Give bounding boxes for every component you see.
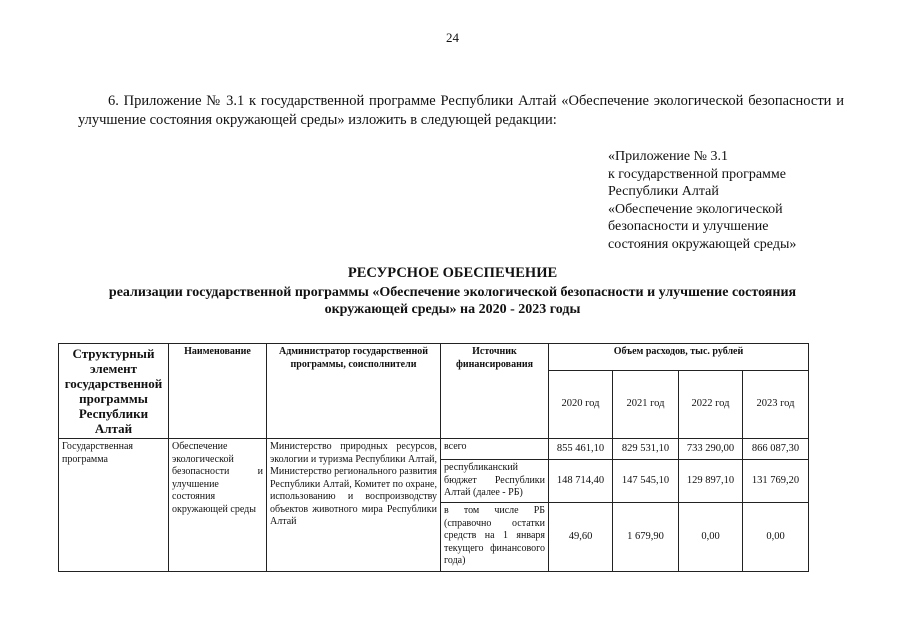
heading-line: окружающей среды» на 2020 - 2023 годы: [324, 302, 581, 317]
cell-value: 148 714,40: [549, 460, 613, 503]
appendix-line: к государственной программе: [608, 166, 786, 182]
header-source: Источник финансирования: [441, 344, 549, 439]
cell-value: 147 545,10: [613, 460, 679, 503]
page-number: 24: [446, 30, 459, 45]
cell-value: 0,00: [679, 503, 743, 572]
header-year-2022: 2022 год: [679, 371, 743, 439]
resource-table: [58, 343, 809, 572]
header-expenses: Объем расходов, тыс. рублей: [549, 344, 809, 371]
table-row: [59, 439, 809, 460]
cell-structural-element: Государственная программа: [59, 439, 169, 572]
cell-value: 1 679,90: [613, 503, 679, 572]
appendix-reference: [608, 148, 848, 253]
header-year-2021: 2021 год: [613, 371, 679, 439]
cell-source-regional-remainder: в том числе РБ (справочно остатки средств на 1 января текущего финансового года): [441, 503, 549, 572]
cell-value: 131 769,20: [743, 460, 809, 503]
appendix-line: состояния окружающей среды»: [608, 236, 797, 252]
cell-value: 733 290,00: [679, 439, 743, 460]
appendix-line: Республики Алтай: [608, 184, 719, 199]
table-header-row: [59, 344, 809, 371]
cell-program-name: Обеспечение экологической безопасности и улучшение состояния окружающей среды: [169, 439, 267, 572]
heading-line: реализации государственной программы «Обеспечение экологической безопасности и улучшение состояния: [108, 285, 797, 300]
cell-value: 0,00: [743, 503, 809, 572]
cell-value: 129 897,10: [679, 460, 743, 503]
appendix-line: «Обеспечение экологической: [608, 201, 783, 217]
appendix-line: «Приложение № 3.1: [608, 149, 728, 164]
cell-source-total: всего: [441, 439, 549, 460]
header-name: Наименование: [169, 344, 267, 439]
header-administrator: Администратор государственной программы, соисполнители: [267, 344, 441, 439]
header-year-2023: 2023 год: [743, 371, 809, 439]
cell-value: 866 087,30: [743, 439, 809, 460]
cell-value: 49,60: [549, 503, 613, 572]
document-heading: [70, 265, 835, 318]
cell-administrator: Министерство природных ресурсов, экологии и туризма Республики Алтай, Министерство регионального развития Республики Алтай, Комитет по охране, использованию и воспроизводству объектов животного мира Республики Алтай: [267, 439, 441, 572]
cell-source-regional-budget: республиканский бюджет Республики Алтай (далее - РБ): [441, 460, 549, 503]
header-year-2020: 2020 год: [549, 371, 613, 439]
header-structural-element: Структурный элемент государственной программы Республики Алтай: [59, 344, 169, 439]
heading-title: РЕСУРСНОЕ ОБЕСПЕЧЕНИЕ: [347, 265, 558, 281]
cell-value: 855 461,10: [549, 439, 613, 460]
cell-value: 829 531,10: [613, 439, 679, 460]
appendix-line: безопасности и улучшение: [608, 219, 769, 234]
amendment-paragraph: 6. Приложение № 3.1 к государственной программе Республики Алтай «Обеспечение экологической безопасности и улучшение состояния окружающей среды» изложить в следующей редакции:: [78, 93, 844, 128]
